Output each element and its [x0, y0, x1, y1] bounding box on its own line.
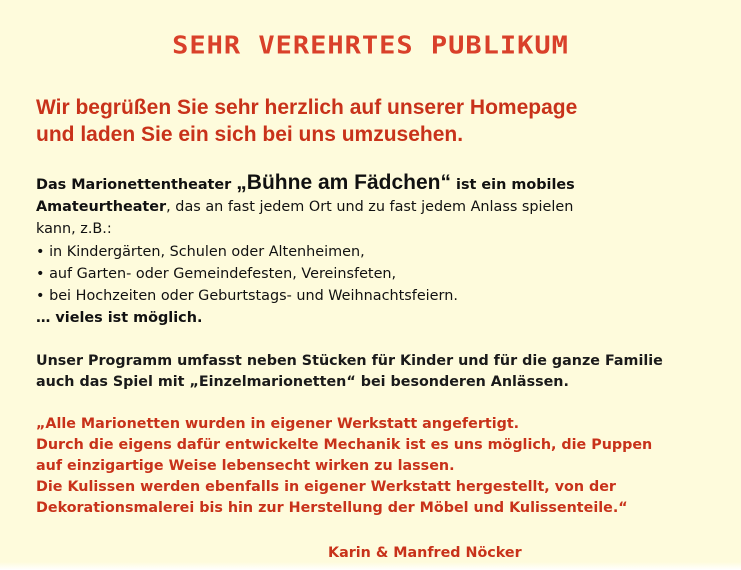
program-line: Unser Programm umfasst neben Stücken für Kinder und für die ganze Familie — [36, 353, 663, 369]
quote-line: „Alle Marionetten wurden in eigener Werkstatt angefertigt. — [36, 416, 520, 432]
page-title: SEHR VEREHRTES PUBLIKUM — [172, 31, 569, 60]
page-bottom-edge — [0, 562, 741, 570]
program-line: auch das Spiel mit „Einzelmarionetten“ bei besonderen Anlässen. — [36, 374, 569, 390]
program-paragraph — [36, 351, 726, 393]
intro-line — [36, 172, 726, 196]
welcome-line: und laden Sie ein sich bei uns umzusehen. — [36, 123, 464, 146]
venue-list-item: • in Kindergärten, Schulen oder Altenheimen, — [36, 243, 365, 260]
intro-line: kann, z.B.: — [36, 221, 112, 238]
intro-line-rest: , das an fast jedem Ort und zu fast jedem Anlass spielen — [166, 199, 574, 216]
more-possible-line: … vieles ist möglich. — [36, 310, 203, 327]
show-name: „Bühne am Fädchen“ — [236, 171, 451, 194]
intro-prefix: Das Marionettentheater — [36, 177, 237, 193]
quote-line: Durch die eigens dafür entwickelte Mechanik ist es uns möglich, die Puppen — [36, 437, 653, 453]
welcome-line: Wir begrüßen Sie sehr herzlich auf unserer Homepage — [36, 96, 578, 119]
welcome-heading — [36, 94, 726, 148]
quote-line: auf einzigartige Weise lebensecht wirken zu lassen. — [36, 458, 455, 474]
intro-line — [36, 196, 726, 218]
intro-suffix: ist ein mobiles — [451, 177, 575, 193]
workshop-quote — [36, 414, 726, 519]
amateur-theater-label: Amateurtheater — [36, 199, 167, 216]
quote-line: Die Kulissen werden ebenfalls in eigener Werkstatt hergestellt, von der — [36, 479, 616, 495]
venue-list-item: • auf Garten- oder Gemeindefesten, Vereinsfeten, — [36, 265, 397, 282]
quote-line: Dekorationsmalerei bis hin zur Herstellung der Möbel und Kulissenteile.“ — [36, 500, 628, 516]
signature: Karin & Manfred Nöcker — [328, 545, 522, 561]
venue-list-item: • bei Hochzeiten oder Geburtstags- und Weihnachtsfeiern. — [36, 288, 458, 305]
intro-paragraph — [36, 172, 726, 329]
